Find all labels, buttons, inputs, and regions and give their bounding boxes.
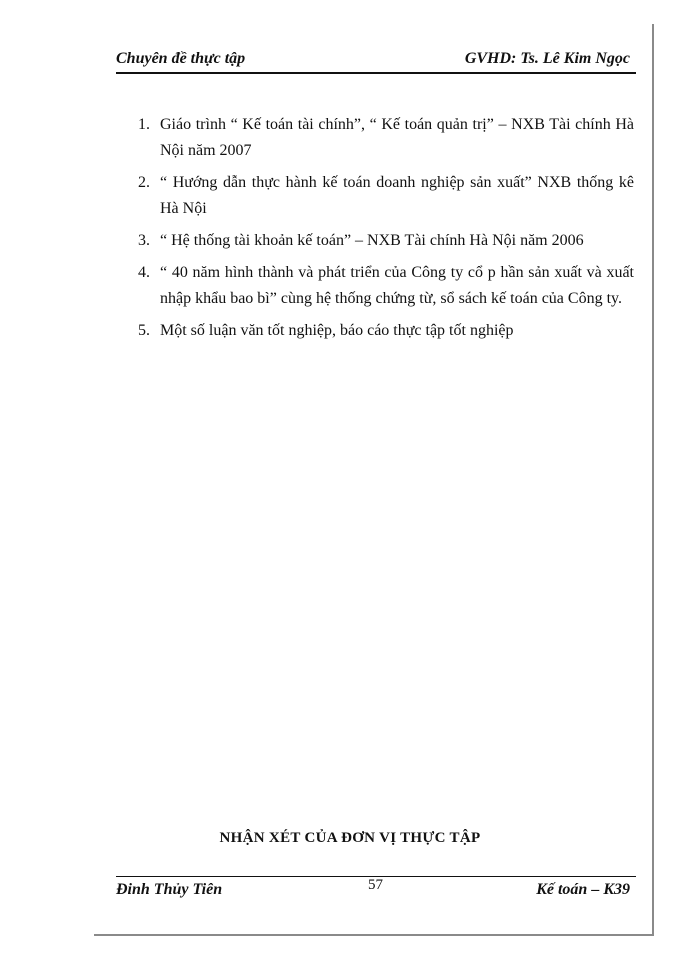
reference-item [138, 228, 634, 254]
reference-text: “ 40 năm hình thành và phát triển của Công ty cổ p hần sản xuất và xuất nhập khẩu bao bì” cùng hệ thống chứng từ, sổ sách kế toán của Công ty. [160, 264, 634, 307]
reference-text: “ Hướng dẫn thực hành kế toán doanh nghiệp sản xuất” NXB thống kê Hà Nội [160, 174, 634, 217]
reference-item [138, 112, 634, 164]
reference-item [138, 170, 634, 222]
reference-text: Một số luận văn tốt nghiệp, báo cáo thực tập tốt nghiệp [160, 322, 514, 339]
reference-text: “ Hệ thống tài khoản kế toán” – NXB Tài chính Hà Nội năm 2006 [160, 232, 584, 249]
footer-class: Kế toán – K39 [536, 881, 630, 898]
footer-author: Đinh Thủy Tiên [116, 881, 223, 898]
reference-item [138, 318, 634, 344]
reference-number: 5. [138, 322, 150, 339]
header-document-type: Chuyên đề thực tập [116, 50, 246, 67]
page-header [116, 46, 636, 74]
section-heading: NHẬN XÉT CỦA ĐƠN VỊ THỰC TẬP [219, 830, 481, 846]
header-supervisor: GVHD: Ts. Lê Kim Ngọc [464, 50, 630, 67]
reference-number: 1. [138, 116, 150, 133]
reference-number: 2. [138, 174, 150, 191]
reference-number: 4. [138, 264, 150, 281]
reference-text: Giáo trình “ Kế toán tài chính”, “ Kế toán quản trị” – NXB Tài chính Hà Nội năm 2007 [160, 116, 634, 159]
reference-item [138, 260, 634, 312]
page-number: 57 [368, 877, 383, 893]
reference-list [138, 112, 634, 350]
reference-number: 3. [138, 232, 150, 249]
page-footer [116, 876, 636, 907]
